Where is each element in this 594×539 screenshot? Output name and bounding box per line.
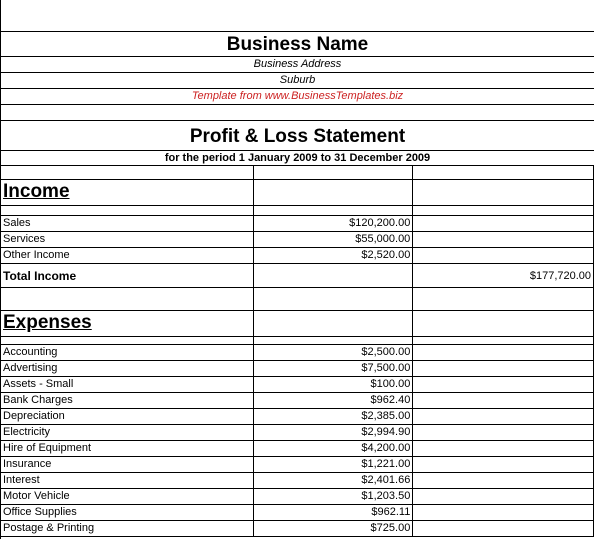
- statement-title: Profit & Loss Statement: [189, 126, 406, 147]
- total-income-label: Total Income: [1, 264, 254, 287]
- expense-amount: $2,385.00: [254, 409, 414, 424]
- table-row: [1, 345, 594, 361]
- expense-amount: $1,221.00: [254, 457, 414, 472]
- expense-amount: $4,200.00: [254, 441, 414, 456]
- expense-label: Electricity: [1, 425, 254, 440]
- expense-label: Postage & Printing: [1, 521, 254, 536]
- expense-label: Accounting: [1, 345, 254, 360]
- expense-label: Office Supplies: [1, 505, 254, 520]
- blank-row: [1, 105, 594, 121]
- suburb-row: [1, 73, 594, 89]
- income-heading: Income: [1, 180, 254, 205]
- expense-label: Bank Charges: [1, 393, 254, 408]
- blank-row: [1, 288, 594, 311]
- blank-row: [1, 337, 594, 345]
- table-row: [1, 457, 594, 473]
- expense-label: Motor Vehicle: [1, 489, 254, 504]
- income-label: Other Income: [1, 248, 254, 263]
- expenses-heading: Expenses: [1, 311, 254, 336]
- expense-label: Depreciation: [1, 409, 254, 424]
- expense-amount: $962.40: [254, 393, 414, 408]
- address-row: [1, 57, 594, 73]
- business-address: Business Address: [253, 58, 342, 70]
- income-heading-row: [1, 180, 594, 206]
- expense-amount: $2,401.66: [254, 473, 414, 488]
- period-row: [1, 151, 594, 166]
- income-amount: $55,000.00: [254, 232, 414, 247]
- expense-amount: $962.11: [254, 505, 414, 520]
- expense-label: Advertising: [1, 361, 254, 376]
- expense-label: Interest: [1, 473, 254, 488]
- table-row: [1, 473, 594, 489]
- table-row: [1, 361, 594, 377]
- template-note: Template from www.BusinessTemplates.biz: [191, 90, 404, 102]
- expense-amount: $2,500.00: [254, 345, 414, 360]
- expense-label: Assets - Small: [1, 377, 254, 392]
- table-row: [1, 489, 594, 505]
- total-income-amount: $177,720.00: [413, 264, 594, 287]
- expense-label: Hire of Equipment: [1, 441, 254, 456]
- expense-amount: $2,994.90: [254, 425, 414, 440]
- expense-amount: $7,500.00: [254, 361, 414, 376]
- table-row: [1, 441, 594, 457]
- blank-row: [1, 0, 594, 32]
- income-amount: $120,200.00: [254, 216, 414, 231]
- table-row: [1, 425, 594, 441]
- blank-row: [1, 166, 594, 180]
- income-label: Sales: [1, 216, 254, 231]
- business-name-row: [1, 32, 594, 57]
- expenses-heading-row: [1, 311, 594, 337]
- expense-amount: $1,203.50: [254, 489, 414, 504]
- table-row: [1, 393, 594, 409]
- expense-amount: $725.00: [254, 521, 414, 536]
- table-row: [1, 232, 594, 248]
- suburb: Suburb: [279, 74, 316, 86]
- table-row: [1, 216, 594, 232]
- blank-row: [1, 206, 594, 216]
- total-income-row: [1, 264, 594, 288]
- expense-amount: $100.00: [254, 377, 414, 392]
- table-row: [1, 521, 594, 537]
- business-name: Business Name: [226, 34, 369, 55]
- expense-label: Insurance: [1, 457, 254, 472]
- income-label: Services: [1, 232, 254, 247]
- income-amount: $2,520.00: [254, 248, 414, 263]
- table-row: [1, 377, 594, 393]
- table-row: [1, 248, 594, 264]
- period: for the period 1 January 2009 to 31 December 2009: [164, 152, 431, 164]
- statement-title-row: [1, 121, 594, 151]
- table-row: [1, 505, 594, 521]
- template-note-row: [1, 89, 594, 105]
- table-row: [1, 409, 594, 425]
